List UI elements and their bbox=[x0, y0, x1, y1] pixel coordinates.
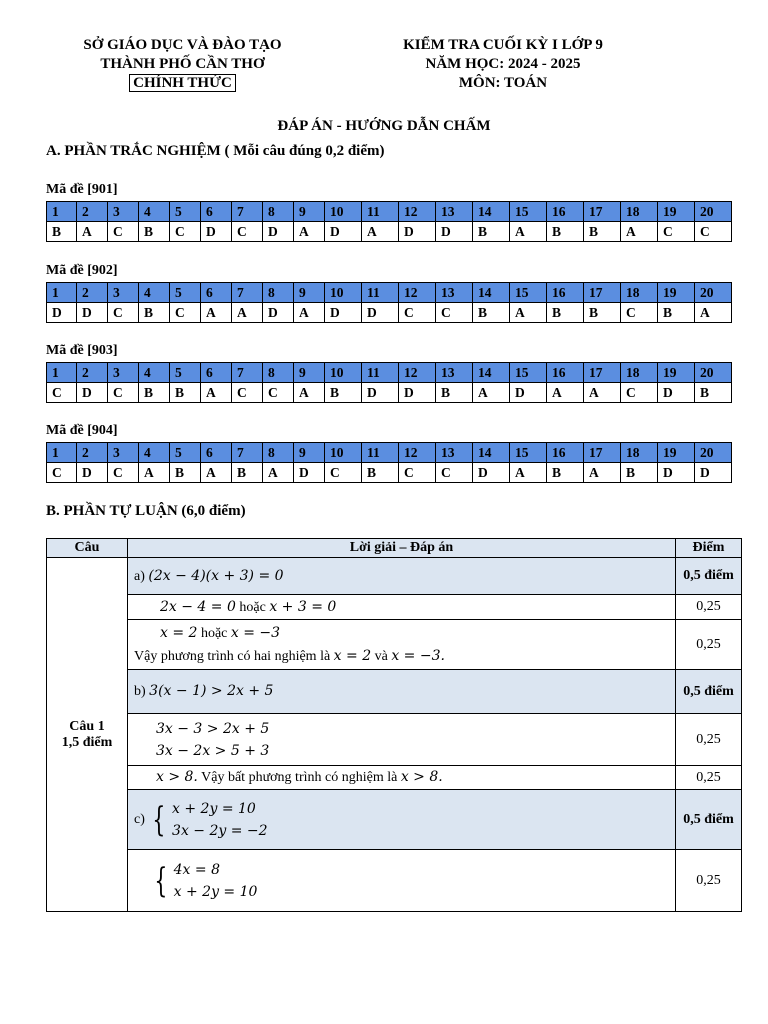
answer-cell: D bbox=[658, 383, 695, 403]
answer-cell: D bbox=[362, 303, 399, 323]
answer-cell: C bbox=[325, 463, 362, 483]
answer-cell: A bbox=[510, 303, 547, 323]
answer-cell: A bbox=[201, 303, 232, 323]
answer-cell: C bbox=[108, 383, 139, 403]
question-number-cell: 7 bbox=[232, 443, 263, 463]
question-number-cell: 12 bbox=[399, 283, 436, 303]
question-number-cell: 5 bbox=[170, 283, 201, 303]
answer-cell: C bbox=[399, 463, 436, 483]
question-number-cell: 14 bbox=[473, 202, 510, 222]
question-number-cell: 1 bbox=[47, 443, 77, 463]
part-a-equation: a) (2x − 4)(x + 3) = 0 bbox=[128, 558, 676, 595]
answer-cell: C bbox=[170, 303, 201, 323]
answer-cell: A bbox=[263, 463, 294, 483]
question-number-cell: 2 bbox=[77, 202, 108, 222]
question-number-cell: 11 bbox=[362, 443, 399, 463]
answer-cell: B bbox=[473, 303, 510, 323]
question-number-cell: 16 bbox=[547, 283, 584, 303]
question-number-cell: 20 bbox=[695, 202, 732, 222]
answer-cell: C bbox=[108, 222, 139, 242]
row-a-step2: x = 2 hoặc x = −3 Vậy phương trình có hai nghiệm là x = 2 và x = −3. 0,25 bbox=[47, 620, 742, 670]
question-number-cell: 4 bbox=[139, 283, 170, 303]
answer-cell: A bbox=[547, 383, 584, 403]
question-number-cell: 13 bbox=[436, 443, 473, 463]
question-number-row bbox=[47, 202, 732, 222]
question-number-cell: 18 bbox=[621, 363, 658, 383]
question-number-cell: 5 bbox=[170, 202, 201, 222]
header-right bbox=[378, 36, 628, 93]
question-number-cell: 9 bbox=[294, 443, 325, 463]
answer-cell: A bbox=[139, 463, 170, 483]
answer-cell: D bbox=[399, 222, 436, 242]
answer-cell: B bbox=[695, 383, 732, 403]
question-number-cell: 18 bbox=[621, 283, 658, 303]
question-number-cell: 3 bbox=[108, 443, 139, 463]
exam-code-label: Mã đề [904] bbox=[46, 423, 118, 438]
answer-cell: B bbox=[325, 383, 362, 403]
answer-cell: C bbox=[108, 303, 139, 323]
part-c-points: 0,5 điểm bbox=[676, 790, 742, 850]
question-number-cell: 19 bbox=[658, 443, 695, 463]
part-c-system: c) { x + 2y = 10 3x − 2y = −2 bbox=[128, 790, 676, 850]
question-number: Câu 1 bbox=[69, 718, 105, 734]
question-number-cell: 1 bbox=[47, 202, 77, 222]
question-number-cell: 20 bbox=[695, 283, 732, 303]
answer-cell: C bbox=[658, 222, 695, 242]
question-number-cell: 13 bbox=[436, 363, 473, 383]
row-c-title bbox=[47, 790, 742, 850]
answer-cell: A bbox=[294, 303, 325, 323]
question-number-cell: 3 bbox=[108, 363, 139, 383]
question-number-cell: 15 bbox=[510, 443, 547, 463]
question-number-cell: 1 bbox=[47, 283, 77, 303]
question-number-cell: 11 bbox=[362, 202, 399, 222]
question-number-row bbox=[47, 443, 732, 463]
question-number-cell: 10 bbox=[325, 443, 362, 463]
answer-cell: B bbox=[584, 222, 621, 242]
answer-cell: D bbox=[695, 463, 732, 483]
row-b-steps: 3x − 3 > 2x + 5 3x − 2x > 5 + 3 0,25 bbox=[47, 714, 742, 766]
answer-table bbox=[46, 282, 732, 323]
answer-cell: B bbox=[170, 383, 201, 403]
answer-cell: D bbox=[362, 383, 399, 403]
question-number-cell: 8 bbox=[263, 443, 294, 463]
answer-cell: B bbox=[547, 463, 584, 483]
answer-cell: C bbox=[436, 303, 473, 323]
answer-cell: D bbox=[263, 222, 294, 242]
exam-code-label: Mã đề [903] bbox=[46, 343, 118, 358]
answer-row bbox=[47, 303, 732, 323]
question-number-cell: 7 bbox=[232, 363, 263, 383]
question-number-cell: 17 bbox=[584, 202, 621, 222]
row-b-conclusion: x > 8. Vậy bất phương trình có nghiệm là x > 8. 0,25 bbox=[47, 766, 742, 790]
answer-cell: A bbox=[510, 463, 547, 483]
answer-cell: B bbox=[473, 222, 510, 242]
exam-code-label: Mã đề [902] bbox=[46, 263, 118, 278]
question-number-cell: 3 bbox=[108, 283, 139, 303]
essay-header-row bbox=[47, 539, 742, 558]
question-number-cell: 8 bbox=[263, 202, 294, 222]
answer-cell: B bbox=[170, 463, 201, 483]
question-number-cell: 16 bbox=[547, 202, 584, 222]
answer-cell: A bbox=[621, 222, 658, 242]
official-stamp: CHÍNH THỨC bbox=[129, 74, 236, 92]
question-number-cell: 2 bbox=[77, 363, 108, 383]
brace-icon: { bbox=[152, 799, 166, 840]
question-number-cell: 7 bbox=[232, 202, 263, 222]
answer-cell: C bbox=[232, 222, 263, 242]
part-a-points: 0,5 điểm bbox=[676, 558, 742, 595]
question-number-cell: 20 bbox=[695, 443, 732, 463]
answer-cell: D bbox=[47, 303, 77, 323]
essay-table bbox=[46, 538, 742, 912]
question-number-cell: 17 bbox=[584, 283, 621, 303]
question-number-cell: 4 bbox=[139, 443, 170, 463]
row-a-title bbox=[47, 558, 742, 595]
section-a-heading: A. PHẦN TRẮC NGHIỆM ( Mỗi câu đúng 0,2 điểm) bbox=[46, 143, 385, 159]
question-number-cell: 14 bbox=[473, 283, 510, 303]
answer-cell: D bbox=[77, 463, 108, 483]
question-number-cell: 16 bbox=[547, 443, 584, 463]
answer-cell: B bbox=[547, 222, 584, 242]
row-b-title bbox=[47, 670, 742, 714]
answer-cell: D bbox=[510, 383, 547, 403]
question-number-cell: 18 bbox=[621, 443, 658, 463]
question-number-cell: 7 bbox=[232, 283, 263, 303]
answer-cell: B bbox=[547, 303, 584, 323]
exam-code-label: Mã đề [901] bbox=[46, 182, 118, 197]
question-number-cell: 14 bbox=[473, 443, 510, 463]
answer-cell: B bbox=[621, 463, 658, 483]
question-number-cell: 4 bbox=[139, 202, 170, 222]
answer-row bbox=[47, 222, 732, 242]
question-number-cell: 2 bbox=[77, 283, 108, 303]
row-c-step: { 4x = 8 x + 2y = 10 0,25 bbox=[47, 850, 742, 912]
answer-cell: A bbox=[510, 222, 547, 242]
question-number-cell: 11 bbox=[362, 363, 399, 383]
question-number-cell: 6 bbox=[201, 202, 232, 222]
question-number-cell: 17 bbox=[584, 363, 621, 383]
answer-row bbox=[47, 463, 732, 483]
answer-cell: D bbox=[325, 303, 362, 323]
question-number-cell: 9 bbox=[294, 202, 325, 222]
answer-cell: C bbox=[47, 383, 77, 403]
question-number-cell: 1 bbox=[47, 363, 77, 383]
question-number-cell: 15 bbox=[510, 283, 547, 303]
answer-cell: B bbox=[139, 383, 170, 403]
question-number-cell: 2 bbox=[77, 443, 108, 463]
answer-cell: A bbox=[584, 383, 621, 403]
question-number-cell: 10 bbox=[325, 283, 362, 303]
answer-cell: D bbox=[77, 303, 108, 323]
question-number-cell: 9 bbox=[294, 363, 325, 383]
question-number-cell: 14 bbox=[473, 363, 510, 383]
question-number-cell: 10 bbox=[325, 202, 362, 222]
subject: MÔN: TOÁN bbox=[458, 75, 548, 91]
answer-cell: D bbox=[658, 463, 695, 483]
question-number-cell: 15 bbox=[510, 202, 547, 222]
header-points: Điểm bbox=[676, 539, 742, 558]
question-number-cell: 9 bbox=[294, 283, 325, 303]
department-name: SỞ GIÁO DỤC VÀ ĐÀO TẠO bbox=[83, 37, 282, 53]
answer-cell: A bbox=[232, 303, 263, 323]
question-points: 1,5 điểm bbox=[61, 734, 113, 750]
header-solution: Lời giải – Đáp án bbox=[128, 539, 676, 558]
answer-cell: C bbox=[263, 383, 294, 403]
answer-cell: A bbox=[294, 222, 325, 242]
answer-cell: B bbox=[139, 303, 170, 323]
answer-cell: A bbox=[473, 383, 510, 403]
answer-table bbox=[46, 201, 732, 242]
answer-cell: D bbox=[436, 222, 473, 242]
answer-cell: D bbox=[399, 383, 436, 403]
row-a-step1: 2x − 4 = 0 hoặc x + 3 = 0 0,25 bbox=[47, 595, 742, 620]
answer-cell: A bbox=[201, 383, 232, 403]
question-number-cell: 17 bbox=[584, 443, 621, 463]
answer-cell: A bbox=[294, 383, 325, 403]
question-number-cell: 12 bbox=[399, 363, 436, 383]
question-number-cell: 10 bbox=[325, 363, 362, 383]
answer-cell: B bbox=[584, 303, 621, 323]
question-number-cell: 13 bbox=[436, 283, 473, 303]
question-number-cell: 5 bbox=[170, 363, 201, 383]
answer-cell: C bbox=[399, 303, 436, 323]
answer-cell: B bbox=[47, 222, 77, 242]
question-number-cell: 8 bbox=[263, 363, 294, 383]
answer-row bbox=[47, 383, 732, 403]
answer-cell: C bbox=[170, 222, 201, 242]
question-number-cell: 12 bbox=[399, 443, 436, 463]
answer-cell: A bbox=[695, 303, 732, 323]
question-cell bbox=[47, 558, 128, 912]
answer-cell: B bbox=[232, 463, 263, 483]
question-number-cell: 20 bbox=[695, 363, 732, 383]
question-number-cell: 16 bbox=[547, 363, 584, 383]
answer-table bbox=[46, 362, 732, 403]
answer-cell: B bbox=[139, 222, 170, 242]
question-number-cell: 6 bbox=[201, 363, 232, 383]
question-number-cell: 5 bbox=[170, 443, 201, 463]
header-left bbox=[40, 36, 325, 93]
answer-cell: D bbox=[201, 222, 232, 242]
question-number-cell: 11 bbox=[362, 283, 399, 303]
answer-cell: A bbox=[201, 463, 232, 483]
part-b-points: 0,5 điểm bbox=[676, 670, 742, 714]
part-b-inequality: b) 3(x − 1) > 2x + 5 bbox=[128, 670, 676, 714]
section-b-heading: B. PHẦN TỰ LUẬN (6,0 điểm) bbox=[46, 503, 246, 519]
answer-cell: C bbox=[47, 463, 77, 483]
question-number-cell: 8 bbox=[263, 283, 294, 303]
answer-cell: C bbox=[436, 463, 473, 483]
question-number-row bbox=[47, 283, 732, 303]
question-number-cell: 6 bbox=[201, 283, 232, 303]
question-number-cell: 3 bbox=[108, 202, 139, 222]
question-number-cell: 12 bbox=[399, 202, 436, 222]
answer-cell: A bbox=[77, 222, 108, 242]
school-year: NĂM HỌC: 2024 - 2025 bbox=[425, 56, 581, 72]
question-number-cell: 19 bbox=[658, 363, 695, 383]
answer-cell: C bbox=[621, 303, 658, 323]
page-title: ĐÁP ÁN - HƯỚNG DẪN CHẤM bbox=[277, 118, 491, 134]
city-name: THÀNH PHỐ CẦN THƠ bbox=[100, 56, 265, 72]
answer-cell: C bbox=[621, 383, 658, 403]
question-number-cell: 6 bbox=[201, 443, 232, 463]
question-number-cell: 13 bbox=[436, 202, 473, 222]
exam-name: KIỂM TRA CUỐI KỲ I LỚP 9 bbox=[403, 37, 603, 53]
answer-table bbox=[46, 442, 732, 483]
answer-cell: D bbox=[77, 383, 108, 403]
header-cau: Câu bbox=[47, 539, 128, 558]
question-number-row bbox=[47, 363, 732, 383]
answer-cell: D bbox=[473, 463, 510, 483]
answer-cell: B bbox=[436, 383, 473, 403]
answer-cell: C bbox=[232, 383, 263, 403]
answer-cell: B bbox=[362, 463, 399, 483]
question-number-cell: 19 bbox=[658, 283, 695, 303]
answer-cell: A bbox=[362, 222, 399, 242]
question-number-cell: 15 bbox=[510, 363, 547, 383]
question-number-cell: 19 bbox=[658, 202, 695, 222]
answer-cell: D bbox=[294, 463, 325, 483]
brace-icon: { bbox=[154, 860, 168, 901]
answer-cell: D bbox=[263, 303, 294, 323]
question-number-cell: 18 bbox=[621, 202, 658, 222]
answer-cell: A bbox=[584, 463, 621, 483]
answer-cell: B bbox=[658, 303, 695, 323]
answer-cell: D bbox=[325, 222, 362, 242]
answer-cell: C bbox=[695, 222, 732, 242]
answer-cell: C bbox=[108, 463, 139, 483]
question-number-cell: 4 bbox=[139, 363, 170, 383]
